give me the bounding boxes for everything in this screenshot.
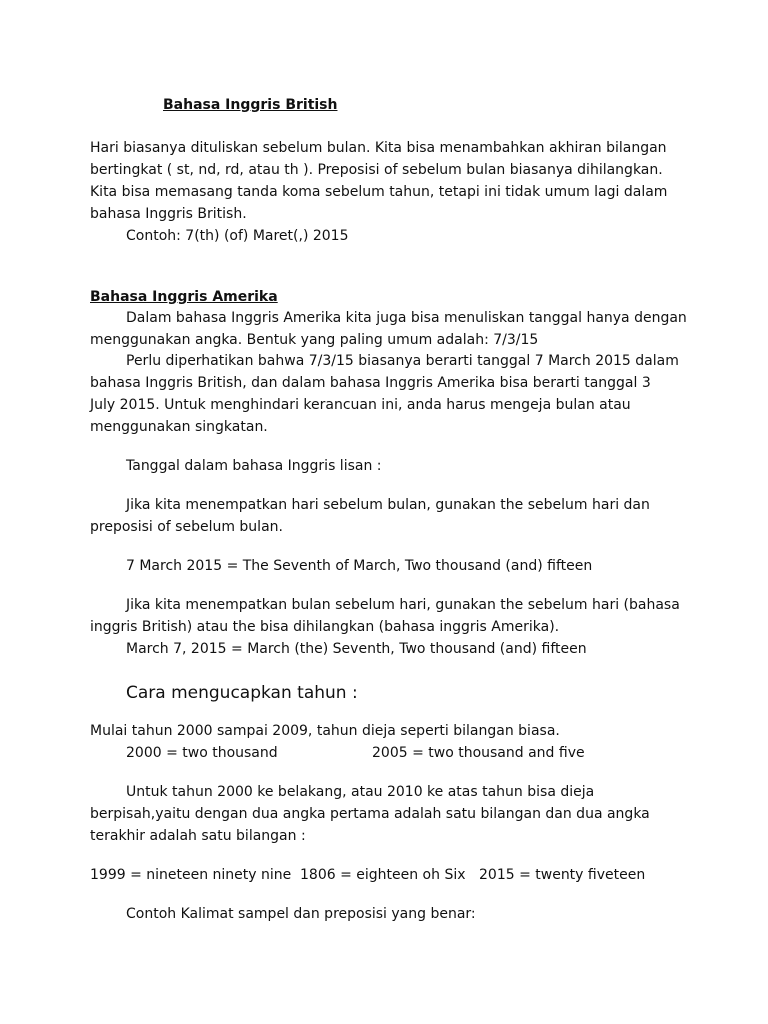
paragraph-line: berpisah,yaitu dengan dua angka pertama adalah satu bilangan dan dua angka (90, 806, 650, 822)
paragraph-line: inggris British) atau the bisa dihilangkan (bahasa inggris Amerika). (90, 619, 560, 635)
paragraph-line: Kita bisa memasang tanda koma sebelum tahun, tetapi ini tidak umum lagi dalam (90, 184, 668, 200)
heading-years (126, 685, 358, 702)
paragraph-line: bahasa Inggris British. (90, 206, 247, 222)
paragraph-line: Untuk tahun 2000 ke belakang, atau 2010 ke atas tahun bisa dieja (126, 784, 595, 800)
year-example: 1999 = nineteen ninety nine (90, 867, 292, 883)
paragraph-line: preposisi of sebelum bulan. (90, 519, 283, 535)
paragraph-line: menggunakan singkatan. (90, 419, 268, 435)
paragraph-line: Hari biasanya dituliskan sebelum bulan. Kita bisa menambahkan akhiran bilangan (90, 140, 667, 156)
paragraph-line: Jika kita menempatkan bulan sebelum hari, gunakan the sebelum hari (bahasa (126, 597, 680, 613)
spoken-intro: Tanggal dalam bahasa Inggris lisan : (126, 458, 382, 474)
heading-british: Bahasa Inggris British (163, 97, 338, 113)
example-line: March 7, 2015 = March (the) Seventh, Two thousand (and) fifteen (126, 641, 587, 657)
paragraph-line: bahasa Inggris British, dan dalam bahasa Inggris Amerika bisa berarti tanggal 3 (90, 375, 651, 391)
paragraph-line: Perlu diperhatikan bahwa 7/3/15 biasanya berarti tanggal 7 March 2015 dalam (126, 353, 679, 369)
year-example: 2015 = twenty fiveteen (479, 867, 646, 883)
year-example: 1806 = eighteen oh Six (300, 867, 466, 883)
paragraph-line: Jika kita menempatkan hari sebelum bulan, gunakan the sebelum hari dan (126, 497, 650, 513)
example-line: 7 March 2015 = The Seventh of March, Two thousand (and) fifteen (126, 558, 593, 574)
heading-years-colon: : (351, 683, 358, 703)
paragraph-line: menggunakan angka. Bentuk yang paling umum adalah: 7/3/15 (90, 332, 539, 348)
paragraph-line: terakhir adalah satu bilangan : (90, 828, 306, 844)
paragraph-line: bertingkat ( st, nd, rd, atau th ). Preposisi of sebelum bulan biasanya dihilangkan. (90, 162, 663, 178)
heading-american: Bahasa Inggris Amerika (90, 289, 278, 305)
year-example: 2000 = two thousand (126, 745, 278, 761)
year-example: 2005 = two thousand and five (372, 745, 585, 761)
years-intro: Mulai tahun 2000 sampai 2009, tahun dieja seperti bilangan biasa. (90, 723, 560, 739)
paragraph-line: July 2015. Untuk menghindari kerancuan ini, anda harus mengeja bulan atau (90, 397, 631, 413)
heading-years-text: Cara mengucapkan tahun (126, 683, 347, 703)
paragraph-line: Dalam bahasa Inggris Amerika kita juga bisa menuliskan tanggal hanya dengan (126, 310, 687, 326)
sample-intro: Contoh Kalimat sampel dan preposisi yang benar: (126, 906, 476, 922)
example-line: Contoh: 7(th) (of) Maret(,) 2015 (126, 228, 349, 244)
